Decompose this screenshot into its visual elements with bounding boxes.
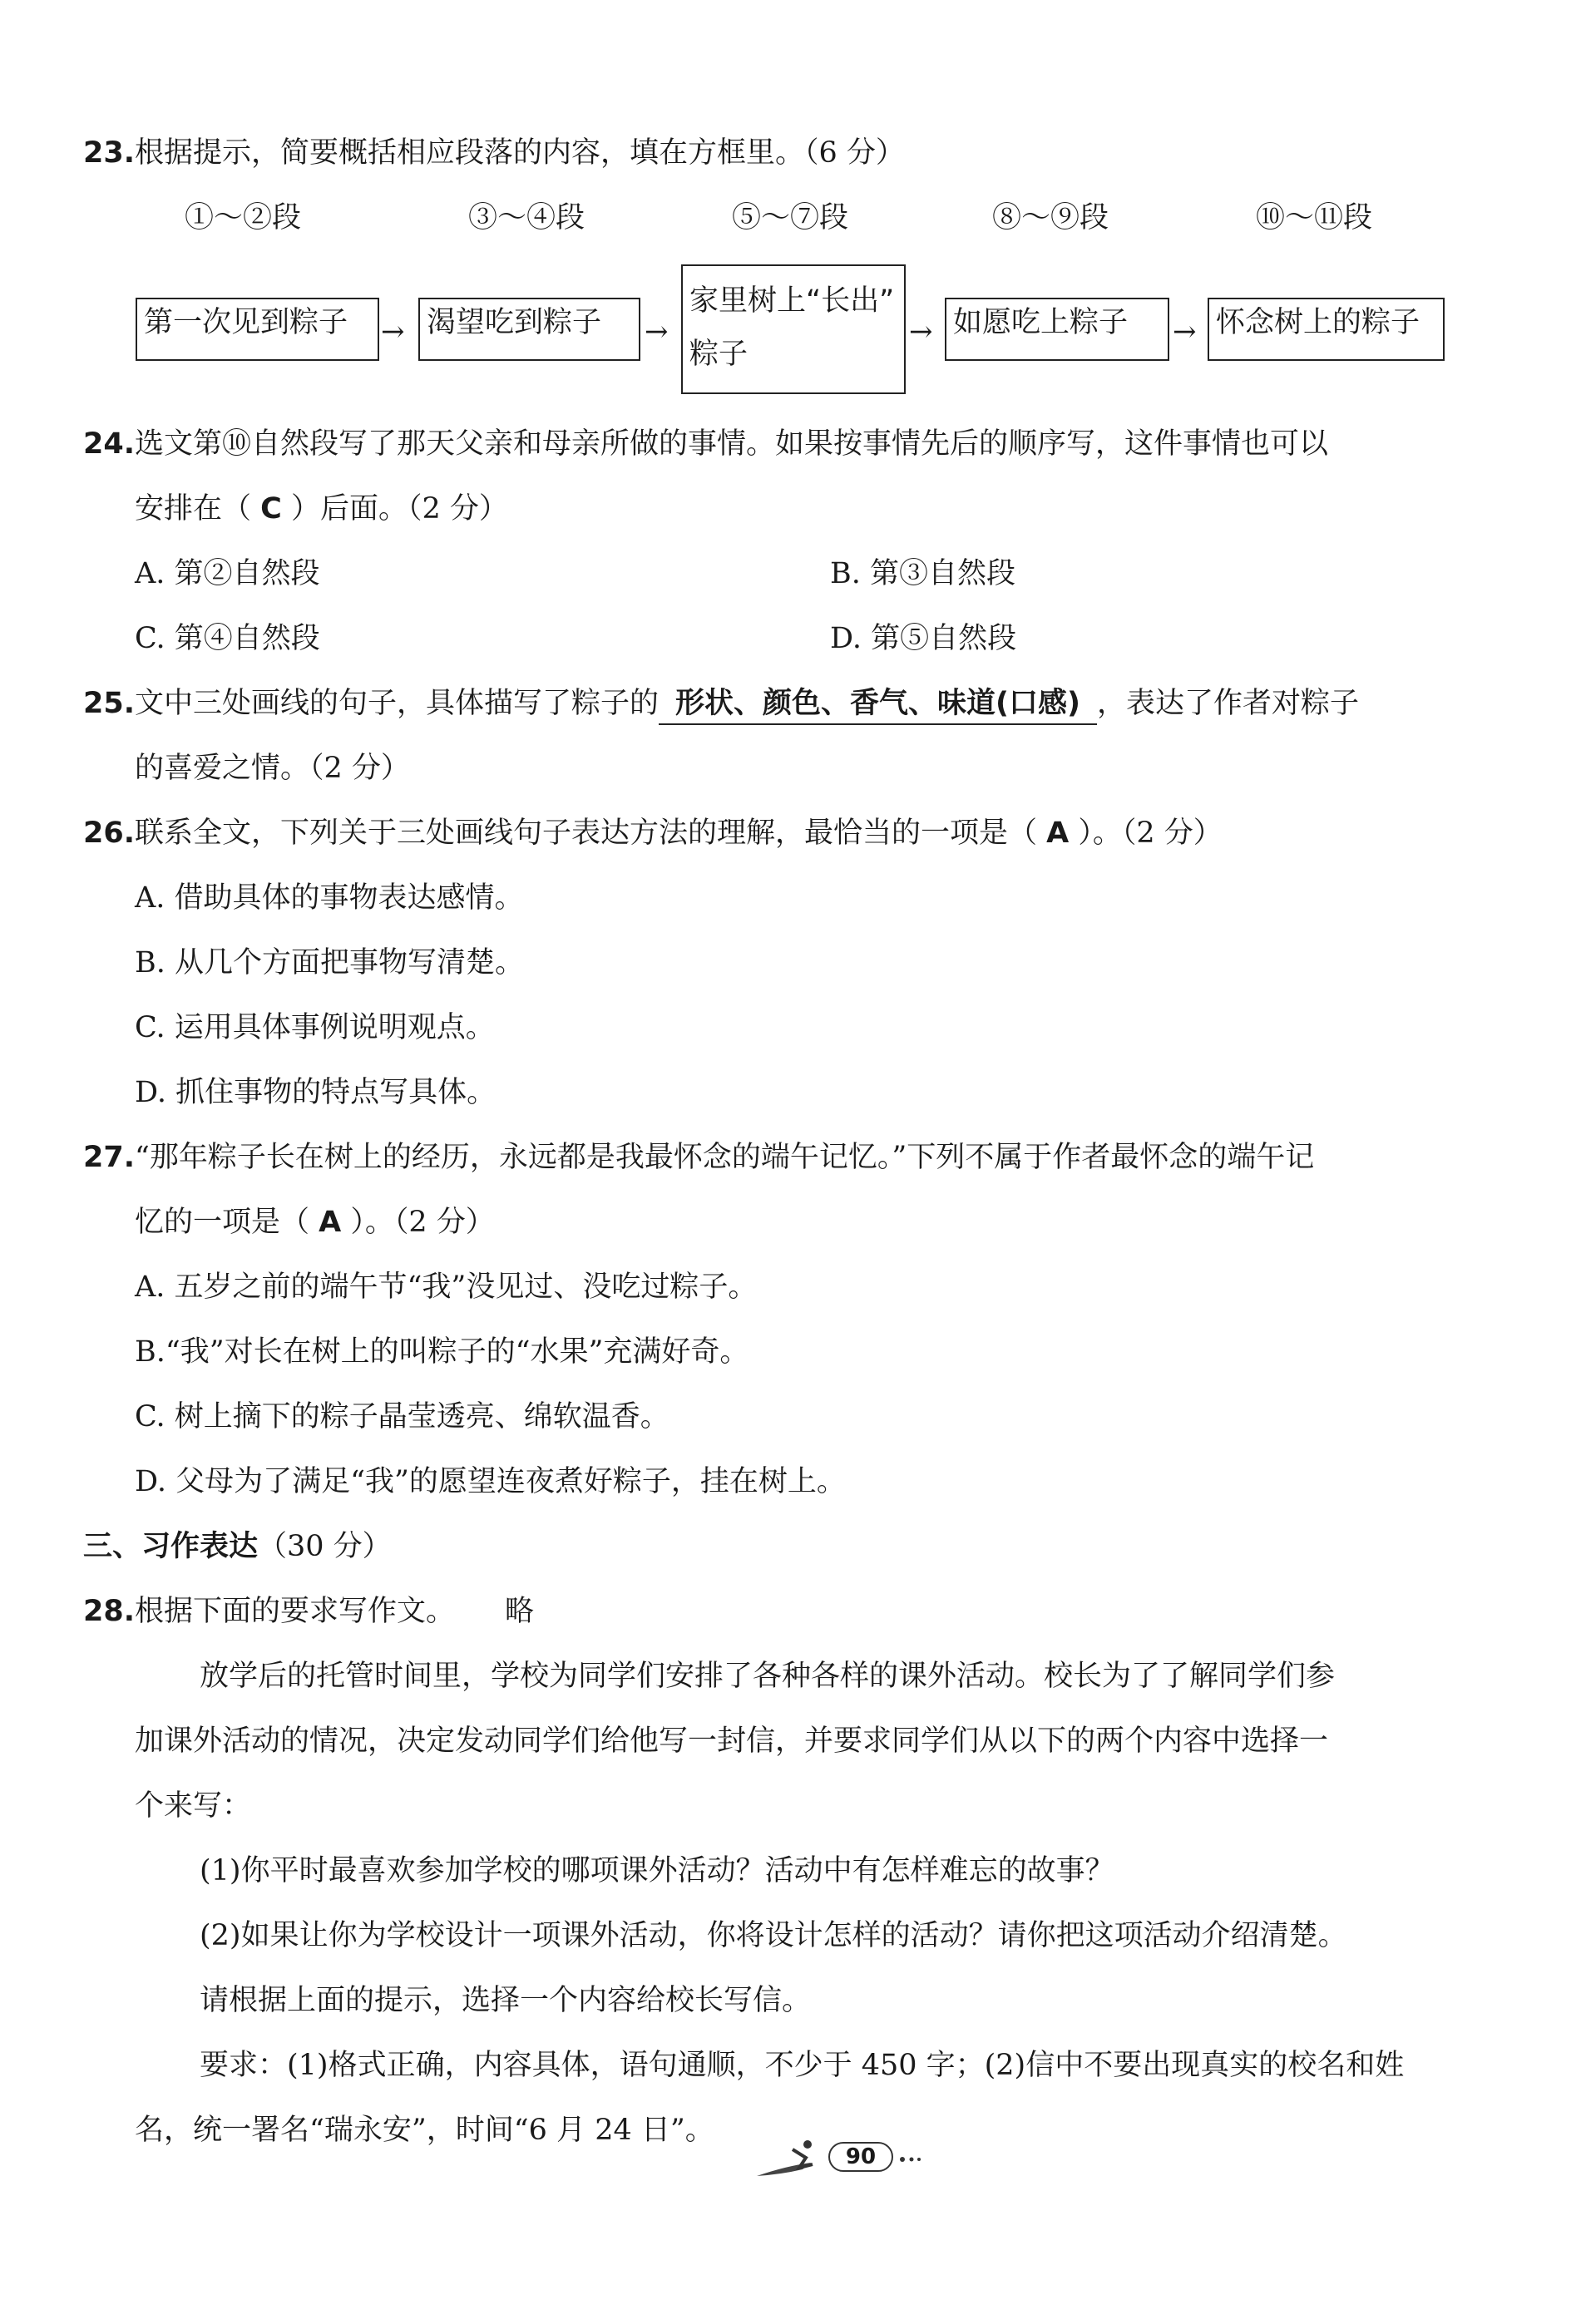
section-3-heading: 三、习作表达（30 分）: [83, 1530, 392, 1563]
summary-box-1: 第一次见到粽子: [136, 298, 379, 361]
q27-option-c: C. 树上摘下的粽子晶莹透亮、绵软温香。: [135, 1400, 669, 1433]
q28-paragraph-line-2: 加课外活动的情况，决定发动同学们给他写一封信，并要求同学们从以下的两个内容中选择一: [135, 1724, 1329, 1758]
q28-item-1: (1)你平时最喜欢参加学校的哪项课外活动？活动中有怎样难忘的故事？: [200, 1854, 1114, 1887]
segment-label-2: ③～④段: [468, 201, 585, 234]
q27-answer: A: [319, 1206, 342, 1239]
arrow-right-icon: →: [909, 315, 933, 348]
q24-line-2: 安排在（ C ）后面。（2 分）: [135, 492, 508, 525]
summary-box-4: 如愿吃上粽子: [945, 298, 1169, 361]
q24-line-1: 24.选文第⑩自然段写了那天父亲和母亲所做的事情。如果按事情先后的顺序写，这件事情也可以: [83, 427, 1329, 461]
page-footer: [753, 2133, 936, 2183]
summary-box-2: 渴望吃到粽子: [418, 298, 640, 361]
q28-prompt: 请根据上面的提示，选择一个内容给校长写信。: [200, 1984, 812, 2017]
q28-item-2: (2)如果让你为学校设计一项课外活动，你将设计怎样的活动？请你把这项活动介绍清楚。: [200, 1919, 1347, 1952]
q26-option-b: B. 从几个方面把事物写清楚。: [135, 946, 524, 979]
q28-answer: 略: [505, 1595, 535, 1628]
summary-box-3-line-2: 粽子: [689, 338, 749, 371]
segment-label-5: ⑩～⑪段: [1256, 201, 1373, 234]
q28-requirement-line-1: 要求：(1)格式正确，内容具体，语句通顺，不少于 450 字；(2)信中不要出现真实的校名和姓: [200, 2049, 1405, 2082]
arrow-right-icon: →: [381, 315, 405, 348]
q24-option-c: C. 第④自然段: [135, 622, 320, 655]
q24-option-d: D. 第⑤自然段: [830, 622, 1017, 655]
summary-box-3-line-1: 家里树上“长出”: [689, 284, 895, 318]
summary-box-3: [681, 264, 906, 394]
segment-label-4: ⑧～⑨段: [992, 201, 1109, 234]
q28-requirement-line-2: 名，统一署名“瑞永安”，时间“6 月 24 日”。: [135, 2114, 714, 2147]
q26-option-a: A. 借助具体的事物表达感情。: [135, 881, 524, 915]
q28-title: 28.根据下面的要求写作文。 略: [83, 1595, 535, 1628]
q24-option-a: A. 第②自然段: [135, 557, 320, 590]
q24-answer: C: [260, 492, 282, 525]
q26-option-d: D. 抓住事物的特点写具体。: [135, 1076, 497, 1109]
segment-label-1: ①～②段: [185, 201, 302, 234]
q26-line-1: 26.联系全文，下列关于三处画线句子表达方法的理解，最恰当的一项是（ A ）。（2 分）: [83, 817, 1223, 850]
page-number: 90: [845, 2144, 877, 2169]
q25-line-2: 的喜爱之情。（2 分）: [135, 752, 410, 785]
arrow-right-icon: →: [1173, 315, 1197, 348]
arrow-right-icon: →: [645, 315, 669, 348]
q28-paragraph-line-3: 个来写：: [135, 1789, 252, 1823]
q28-paragraph-line-1: 放学后的托管时间里，学校为同学们安排了各种各样的课外活动。校长为了了解同学们参: [200, 1660, 1336, 1693]
q27-line-1: 27.“那年粽子长在树上的经历，永远都是我最怀念的端午记忆。”下列不属于作者最怀念的端午记: [83, 1141, 1315, 1174]
q27-option-a: A. 五岁之前的端午节“我”没见过、没吃过粽子。: [135, 1271, 758, 1304]
q27-line-2: 忆的一项是（ A ）。（2 分）: [135, 1206, 495, 1239]
q27-option-b: B.“我”对长在树上的叫粽子的“水果”充满好奇。: [135, 1335, 749, 1369]
q24-option-b: B. 第③自然段: [830, 557, 1015, 590]
q25-answer: 形状、颜色、香气、味道(口感): [659, 683, 1097, 725]
segment-label-3: ⑤～⑦段: [732, 201, 849, 234]
q23-title: 23.根据提示，简要概括相应段落的内容，填在方框里。（6 分）: [83, 136, 905, 170]
q27-option-d: D. 父母为了满足“我”的愿望连夜煮好粽子，挂在树上。: [135, 1465, 846, 1498]
q26-answer: A: [1046, 817, 1070, 850]
q26-option-c: C. 运用具体事例说明观点。: [135, 1011, 495, 1044]
q25-line-1: 25.文中三处画线的句子，具体描写了粽子的 形状、颜色、香气、味道(口感) ，表达了作者对粽子: [83, 683, 1359, 725]
summary-box-5: 怀念树上的粽子: [1208, 298, 1445, 361]
